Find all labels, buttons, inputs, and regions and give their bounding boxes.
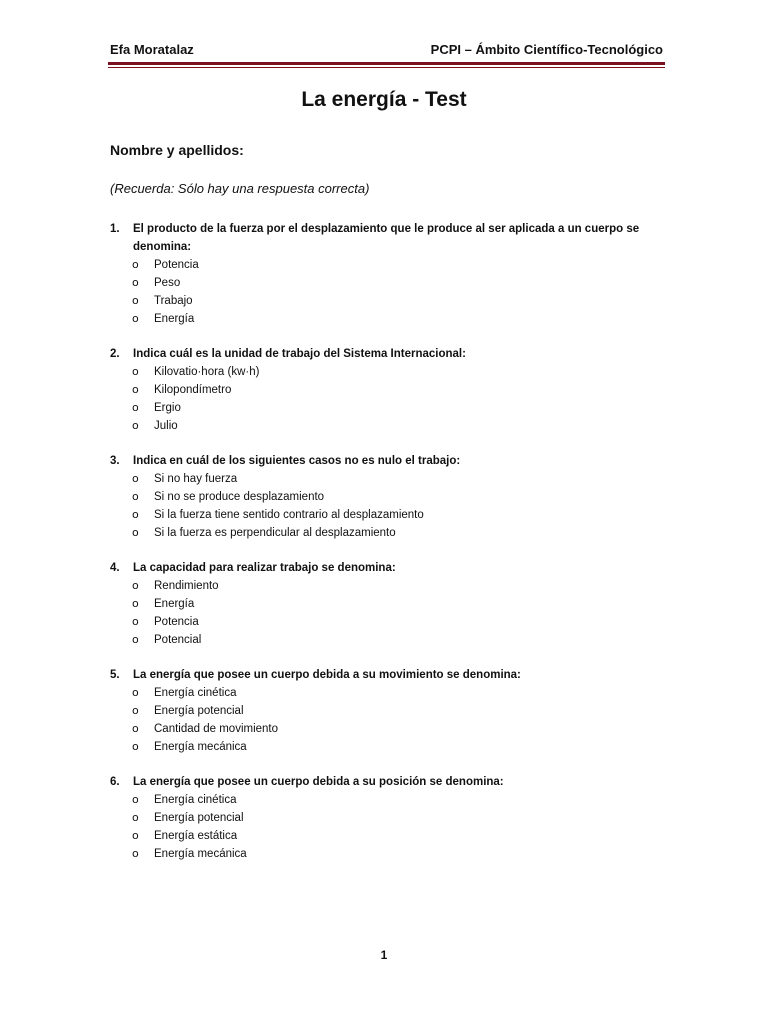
- answer-option-text: Trabajo: [154, 295, 193, 307]
- answer-option-text: Energía estática: [154, 830, 238, 842]
- circle-bullet-icon: o: [132, 847, 139, 860]
- question-item: [110, 559, 670, 649]
- question-text: La energía que posee un cuerpo debida a su posición se denomina:: [133, 776, 504, 788]
- question-text: Indica en cuál de los siguientes casos no es nulo el trabajo:: [133, 455, 461, 467]
- header-rule-thin: [108, 67, 665, 68]
- header-right-text: PCPI – Ámbito Científico-Tecnológico: [430, 42, 663, 57]
- circle-bullet-icon: o: [132, 793, 139, 806]
- question-item: [110, 220, 670, 328]
- answer-option[interactable]: [110, 631, 670, 649]
- circle-bullet-icon: o: [132, 312, 139, 325]
- answer-options: [110, 577, 670, 649]
- answer-option-text: Energía cinética: [154, 794, 237, 806]
- answer-option[interactable]: [110, 363, 670, 381]
- answer-option-text: Energía: [154, 313, 195, 325]
- circle-bullet-icon: o: [132, 829, 139, 842]
- document-title: La energía - Test: [301, 88, 467, 111]
- question-item: [110, 345, 670, 435]
- answer-option-text: Energía mecánica: [154, 741, 247, 753]
- circle-bullet-icon: o: [132, 490, 139, 503]
- answer-option-text: Potencia: [154, 259, 199, 271]
- circle-bullet-icon: o: [132, 526, 139, 539]
- question-text: Indica cuál es la unidad de trabajo del Sistema Internacional:: [133, 348, 466, 360]
- answer-options: [110, 363, 670, 435]
- answer-option-text: Energía: [154, 598, 195, 610]
- answer-option[interactable]: [110, 684, 670, 702]
- circle-bullet-icon: o: [132, 615, 139, 628]
- answer-option-text: Julio: [154, 420, 178, 432]
- answer-option-text: Cantidad de movimiento: [154, 723, 279, 735]
- circle-bullet-icon: o: [132, 401, 139, 414]
- question-item: [110, 666, 670, 756]
- circle-bullet-icon: o: [132, 579, 139, 592]
- circle-bullet-icon: o: [132, 258, 139, 271]
- question-text: El producto de la fuerza por el desplazamiento que le produce al ser aplicada a un cuerpo se denomina:: [133, 223, 640, 253]
- circle-bullet-icon: o: [132, 472, 139, 485]
- question-number: 2.: [110, 348, 120, 360]
- answer-option[interactable]: [110, 310, 670, 328]
- answer-option[interactable]: [110, 577, 670, 595]
- answer-option-text: Si no se produce desplazamiento: [154, 491, 325, 503]
- answer-option[interactable]: [110, 292, 670, 310]
- header-rule-thick: [108, 62, 665, 65]
- question-list: [110, 220, 670, 880]
- question-heading: [110, 559, 670, 577]
- answer-option-text: Ergio: [154, 402, 181, 414]
- answer-option-text: Si la fuerza es perpendicular al desplazamiento: [154, 527, 396, 539]
- name-field-label: Nombre y apellidos:: [110, 142, 244, 158]
- answer-option[interactable]: [110, 720, 670, 738]
- answer-option-text: Kilovatio·hora (kw·h): [154, 366, 260, 378]
- answer-option[interactable]: [110, 845, 670, 863]
- answer-option-text: Energía potencial: [154, 812, 244, 824]
- circle-bullet-icon: o: [132, 704, 139, 717]
- answer-option-text: Si la fuerza tiene sentido contrario al desplazamiento: [154, 509, 424, 521]
- question-number: 5.: [110, 669, 120, 681]
- answer-option[interactable]: [110, 399, 670, 417]
- answer-option-text: Potencia: [154, 616, 199, 628]
- circle-bullet-icon: o: [132, 811, 139, 824]
- circle-bullet-icon: o: [132, 419, 139, 432]
- answer-option-text: Rendimiento: [154, 580, 219, 592]
- question-item: [110, 452, 670, 542]
- answer-option[interactable]: [110, 738, 670, 756]
- question-number: 4.: [110, 562, 120, 574]
- question-heading: [110, 345, 670, 363]
- answer-option[interactable]: [110, 274, 670, 292]
- circle-bullet-icon: o: [132, 722, 139, 735]
- question-item: [110, 773, 670, 863]
- question-number: 6.: [110, 776, 120, 788]
- answer-options: [110, 470, 670, 542]
- answer-option[interactable]: [110, 417, 670, 435]
- answer-option-text: Energía cinética: [154, 687, 237, 699]
- answer-option-text: Kilopondímetro: [154, 384, 232, 396]
- circle-bullet-icon: o: [132, 740, 139, 753]
- circle-bullet-icon: o: [132, 365, 139, 378]
- answer-option[interactable]: [110, 809, 670, 827]
- answer-option[interactable]: [110, 827, 670, 845]
- question-heading: [110, 666, 670, 684]
- circle-bullet-icon: o: [132, 383, 139, 396]
- question-number: 3.: [110, 455, 120, 467]
- circle-bullet-icon: o: [132, 508, 139, 521]
- question-number: 1.: [110, 223, 120, 235]
- answer-option-text: Peso: [154, 277, 181, 289]
- answer-option-text: Si no hay fuerza: [154, 473, 238, 485]
- header-left-text: Efa Moratalaz: [110, 42, 194, 57]
- circle-bullet-icon: o: [132, 633, 139, 646]
- answer-option[interactable]: [110, 488, 670, 506]
- answer-options: [110, 684, 670, 756]
- answer-options: [110, 791, 670, 863]
- question-heading: [110, 220, 670, 256]
- answer-option[interactable]: [110, 256, 670, 274]
- question-text: La capacidad para realizar trabajo se denomina:: [133, 562, 396, 574]
- question-heading: [110, 452, 670, 470]
- page-number: 1: [380, 948, 388, 962]
- circle-bullet-icon: o: [132, 686, 139, 699]
- answer-option-text: Energía potencial: [154, 705, 244, 717]
- answer-options: [110, 256, 670, 328]
- answer-option-text: Energía mecánica: [154, 848, 247, 860]
- answer-option[interactable]: [110, 524, 670, 542]
- answer-option[interactable]: [110, 381, 670, 399]
- circle-bullet-icon: o: [132, 597, 139, 610]
- answer-option[interactable]: [110, 613, 670, 631]
- question-text: La energía que posee un cuerpo debida a su movimiento se denomina:: [133, 669, 521, 681]
- circle-bullet-icon: o: [132, 276, 139, 289]
- page-header: [110, 42, 663, 57]
- instructions-note: (Recuerda: Sólo hay una respuesta correcta): [110, 181, 370, 196]
- question-heading: [110, 773, 670, 791]
- answer-option[interactable]: [110, 791, 670, 809]
- answer-option[interactable]: [110, 702, 670, 720]
- circle-bullet-icon: o: [132, 294, 139, 307]
- answer-option[interactable]: [110, 506, 670, 524]
- answer-option-text: Potencial: [154, 634, 202, 646]
- answer-option[interactable]: [110, 595, 670, 613]
- answer-option[interactable]: [110, 470, 670, 488]
